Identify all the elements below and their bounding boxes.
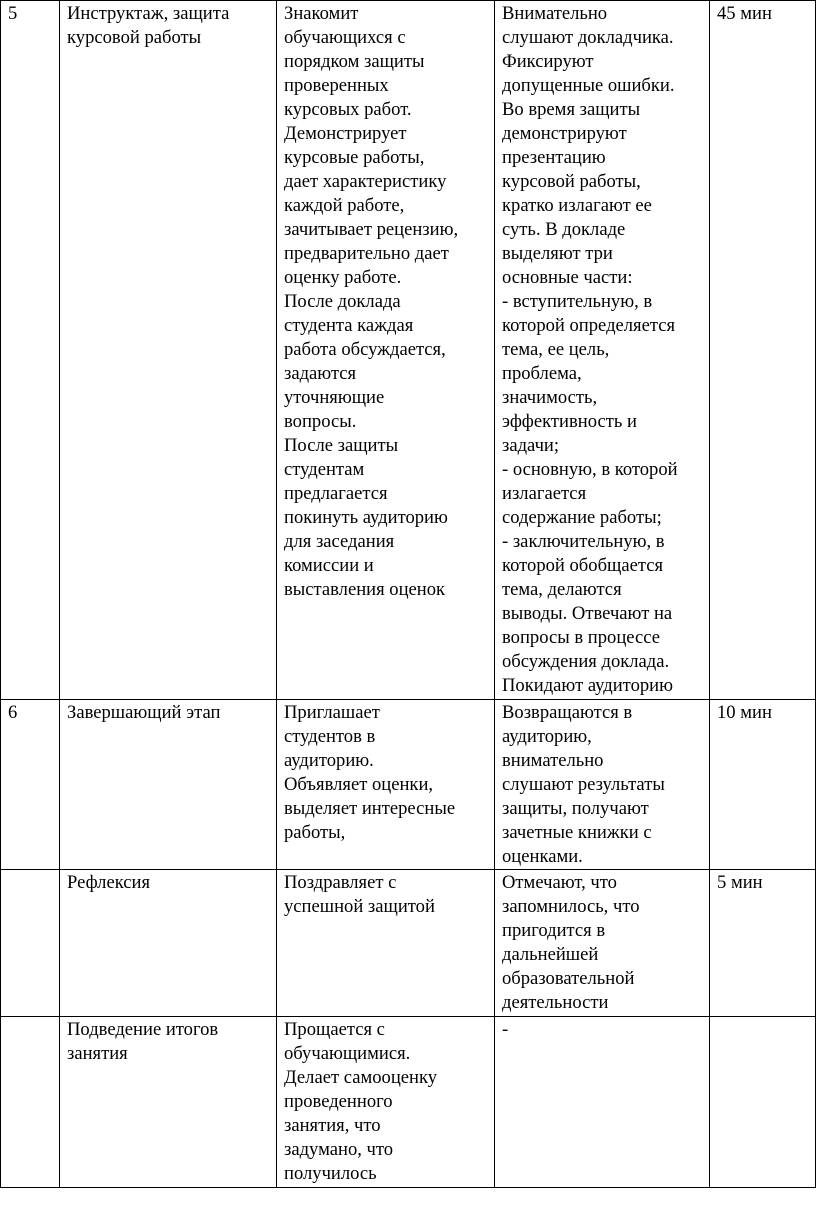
table-row xyxy=(1,1,816,700)
duration-cell: 5 мин xyxy=(710,870,816,1017)
teacher-activity-cell: Знакомит обучающихся с порядком защиты проверенных курсовых работ. Демонстрирует курсовые работы, дает характеристику каждой работе, зачитывает рецензию, предварительно дает оценку работе. После доклада студента каждая работа обсуждается, задаются уточняющие вопросы. После защиты студентам предлагается покинуть аудиторию для заседания комиссии и выставления оценок xyxy=(277,1,495,700)
table-row xyxy=(1,870,816,1017)
stage-name-cell: Подведение итогов занятия xyxy=(60,1017,277,1188)
table-row xyxy=(1,700,816,870)
stage-number-cell xyxy=(1,1017,60,1188)
duration-cell xyxy=(710,1017,816,1188)
table-row xyxy=(1,1017,816,1188)
student-activity-cell: Возвращаются в аудиторию, внимательно слушают результаты защиты, получают зачетные книжки с оценками. xyxy=(495,700,710,870)
duration-cell: 10 мин xyxy=(710,700,816,870)
stage-number-cell xyxy=(1,870,60,1017)
teacher-activity-cell: Приглашает студентов в аудиторию. Объявляет оценки, выделяет интересные работы, xyxy=(277,700,495,870)
stage-name-cell: Рефлексия xyxy=(60,870,277,1017)
student-activity-cell: - xyxy=(495,1017,710,1188)
stage-name-cell: Завершающий этап xyxy=(60,700,277,870)
teacher-activity-cell: Поздравляет с успешной защитой xyxy=(277,870,495,1017)
student-activity-cell: Отмечают, что запомнилось, что пригодится в дальнейшей образовательной деятельности xyxy=(495,870,710,1017)
teacher-activity-cell: Прощается с обучающимися. Делает самооценку проведенного занятия, что задумано, что получилось xyxy=(277,1017,495,1188)
stage-number-cell: 6 xyxy=(1,700,60,870)
duration-cell: 45 мин xyxy=(710,1,816,700)
stage-name-cell: Инструктаж, защита курсовой работы xyxy=(60,1,277,700)
stage-number-cell: 5 xyxy=(1,1,60,700)
student-activity-cell: Внимательно слушают докладчика. Фиксируют допущенные ошибки. Во время защиты демонстрируют презентацию курсовой работы, кратко излагают ее суть. В докладе выделяют три основные части: - вступительную, в которой определяется тема, ее цель, проблема, значимость, эффективность и задачи; - основную, в которой излагается содержание работы; - заключительную, в которой обобщается тема, делаются выводы. Отвечают на вопросы в процессе обсуждения доклада. Покидают аудиторию xyxy=(495,1,710,700)
